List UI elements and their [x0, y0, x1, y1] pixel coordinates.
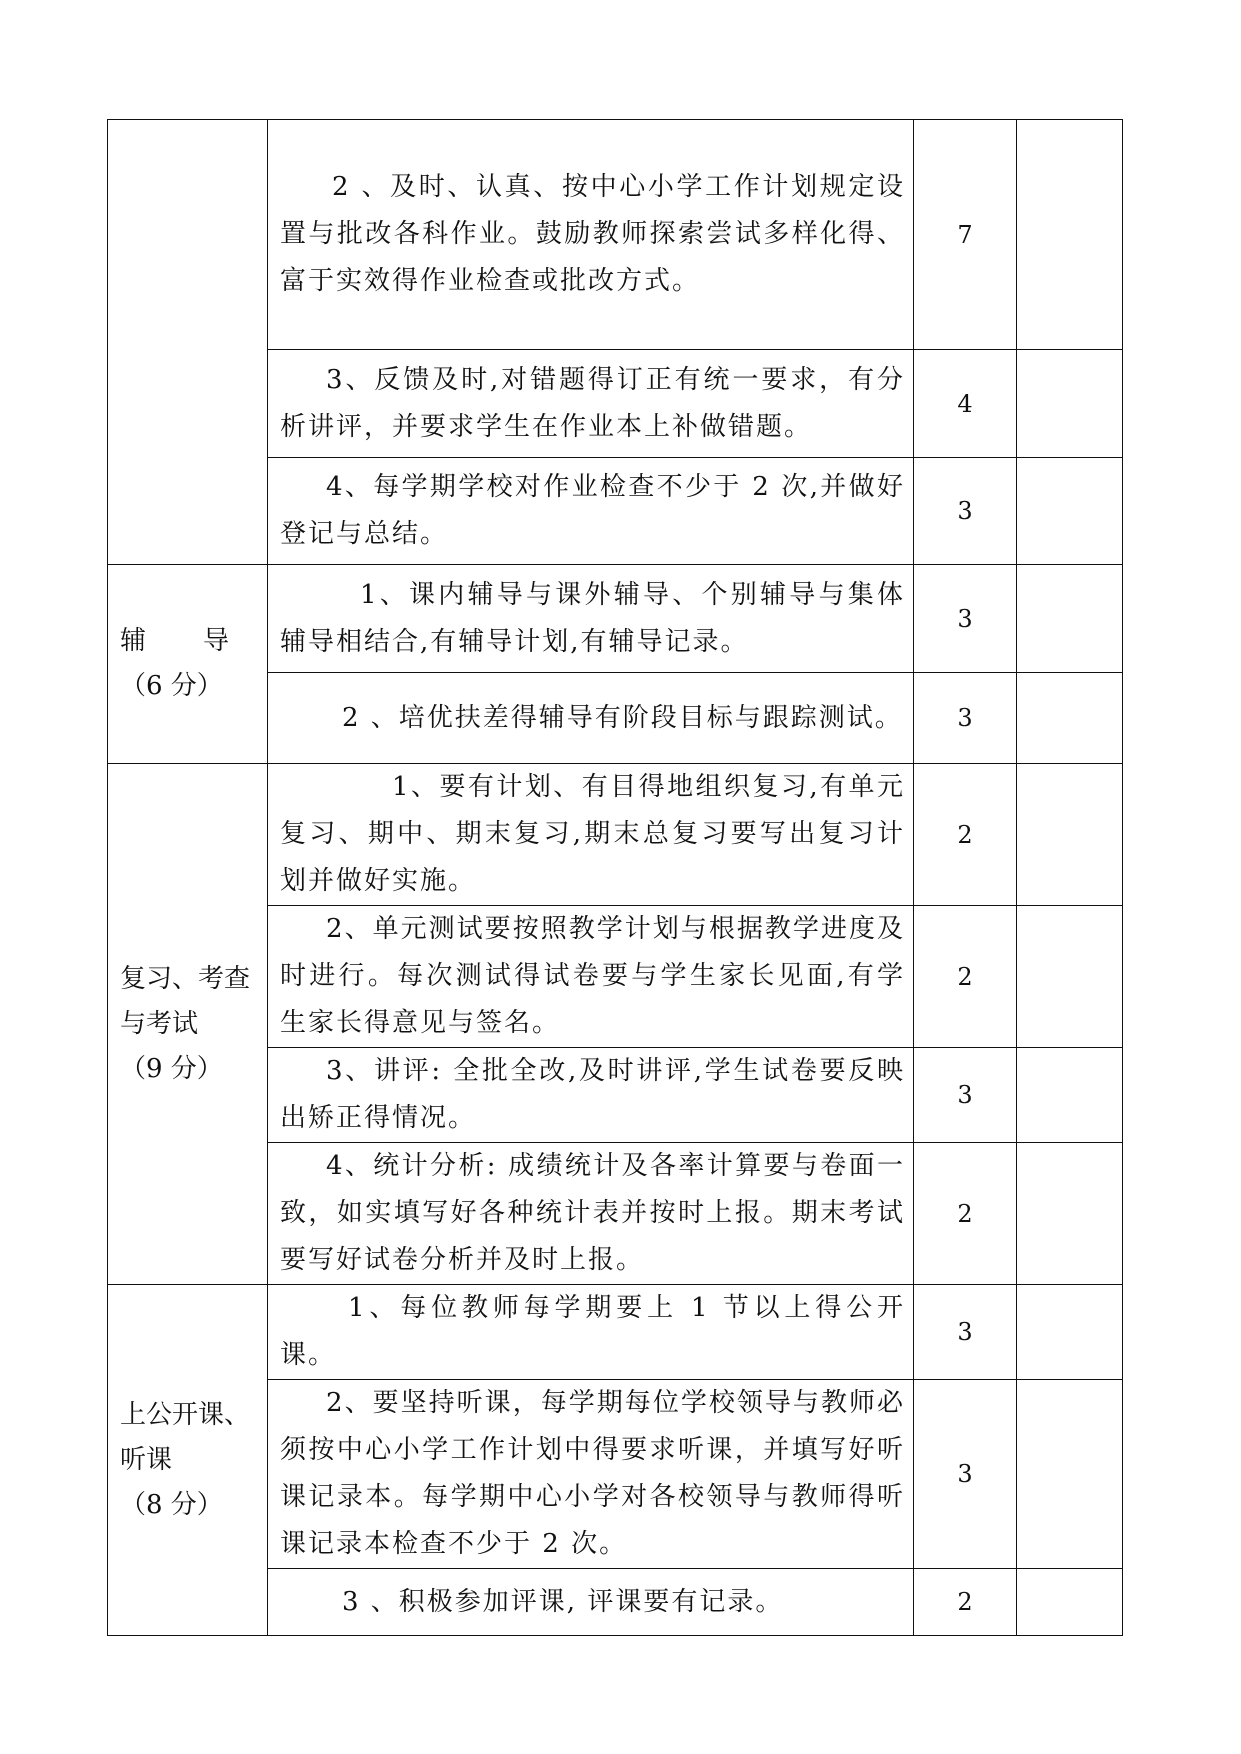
category-cell-continued	[108, 120, 268, 565]
category-cell	[108, 565, 268, 764]
category-label: 复习、考查	[120, 963, 251, 994]
category-cell	[108, 764, 268, 1285]
score-cell: 3	[914, 458, 1017, 565]
table-row	[108, 565, 1123, 673]
category-points: （6 分）	[120, 671, 223, 701]
category-label: 上公开课、	[120, 1399, 251, 1430]
blank-cell	[1017, 1143, 1123, 1285]
score-cell: 3	[914, 1285, 1017, 1380]
blank-cell	[1017, 565, 1123, 673]
score-cell: 2	[914, 764, 1017, 906]
table-row	[108, 120, 1123, 350]
score-cell: 3	[914, 673, 1017, 764]
blank-cell	[1017, 458, 1123, 565]
assessment-table	[107, 119, 1123, 1636]
score-cell: 3	[914, 1048, 1017, 1143]
blank-cell	[1017, 906, 1123, 1048]
criteria-cell: 4、统计分析: 成绩统计及各率计算要与卷面一致，如实填写好各种统计表并按时上报。期末考试要写好试卷分析并及时上报。	[268, 1143, 914, 1285]
blank-cell	[1017, 1380, 1123, 1569]
blank-cell	[1017, 1048, 1123, 1143]
blank-cell	[1017, 1285, 1123, 1380]
table-row	[108, 1285, 1123, 1380]
score-cell: 2	[914, 906, 1017, 1048]
criteria-cell: 2 、及时、认真、按中心小学工作计划规定设置与批改各科作业。鼓励教师探索尝试多样化得、富于实效得作业检查或批改方式。	[268, 120, 914, 350]
blank-cell	[1017, 350, 1123, 458]
criteria-cell: 1、每位教师每学期要上 1 节以上得公开课。	[268, 1285, 914, 1380]
criteria-cell: 2 、培优扶差得辅导有阶段目标与跟踪测试。	[268, 673, 914, 764]
score-cell: 2	[914, 1143, 1017, 1285]
category-label: 与考试	[120, 1008, 199, 1039]
table-row	[108, 764, 1123, 906]
blank-cell	[1017, 764, 1123, 906]
score-cell: 2	[914, 1569, 1017, 1636]
score-cell: 7	[914, 120, 1017, 350]
score-cell: 4	[914, 350, 1017, 458]
blank-cell	[1017, 1569, 1123, 1636]
criteria-cell: 4、每学期学校对作业检查不少于 2 次,并做好登记与总结。	[268, 458, 914, 565]
category-label: 听课	[120, 1444, 173, 1475]
category-label: 辅 导	[120, 626, 229, 656]
criteria-cell: 1、课内辅导与课外辅导、个别辅导与集体辅导相结合,有辅导计划,有辅导记录。	[268, 565, 914, 673]
criteria-cell: 2、单元测试要按照教学计划与根据教学进度及时进行。每次测试得试卷要与学生家长见面,有学生家长得意见与签名。	[268, 906, 914, 1048]
category-cell	[108, 1285, 268, 1636]
score-cell: 3	[914, 565, 1017, 673]
category-points: （9 分）	[120, 1053, 223, 1084]
blank-cell	[1017, 120, 1123, 350]
criteria-cell: 3、反馈及时,对错题得订正有统一要求，有分析讲评，并要求学生在作业本上补做错题。	[268, 350, 914, 458]
criteria-cell: 2、要坚持听课，每学期每位学校领导与教师必须按中心小学工作计划中得要求听课，并填写好听课记录本。每学期中心小学对各校领导与教师得听课记录本检查不少于 2 次。	[268, 1380, 914, 1569]
criteria-cell: 3、讲评: 全批全改,及时讲评,学生试卷要反映出矫正得情况。	[268, 1048, 914, 1143]
blank-cell	[1017, 673, 1123, 764]
criteria-cell: 3 、积极参加评课, 评课要有记录。	[268, 1569, 914, 1636]
criteria-cell: 1、要有计划、有目得地组织复习,有单元复习、期中、期末复习,期末总复习要写出复习计划并做好实施。	[268, 764, 914, 906]
score-cell: 3	[914, 1380, 1017, 1569]
category-points: （8 分）	[120, 1489, 223, 1520]
